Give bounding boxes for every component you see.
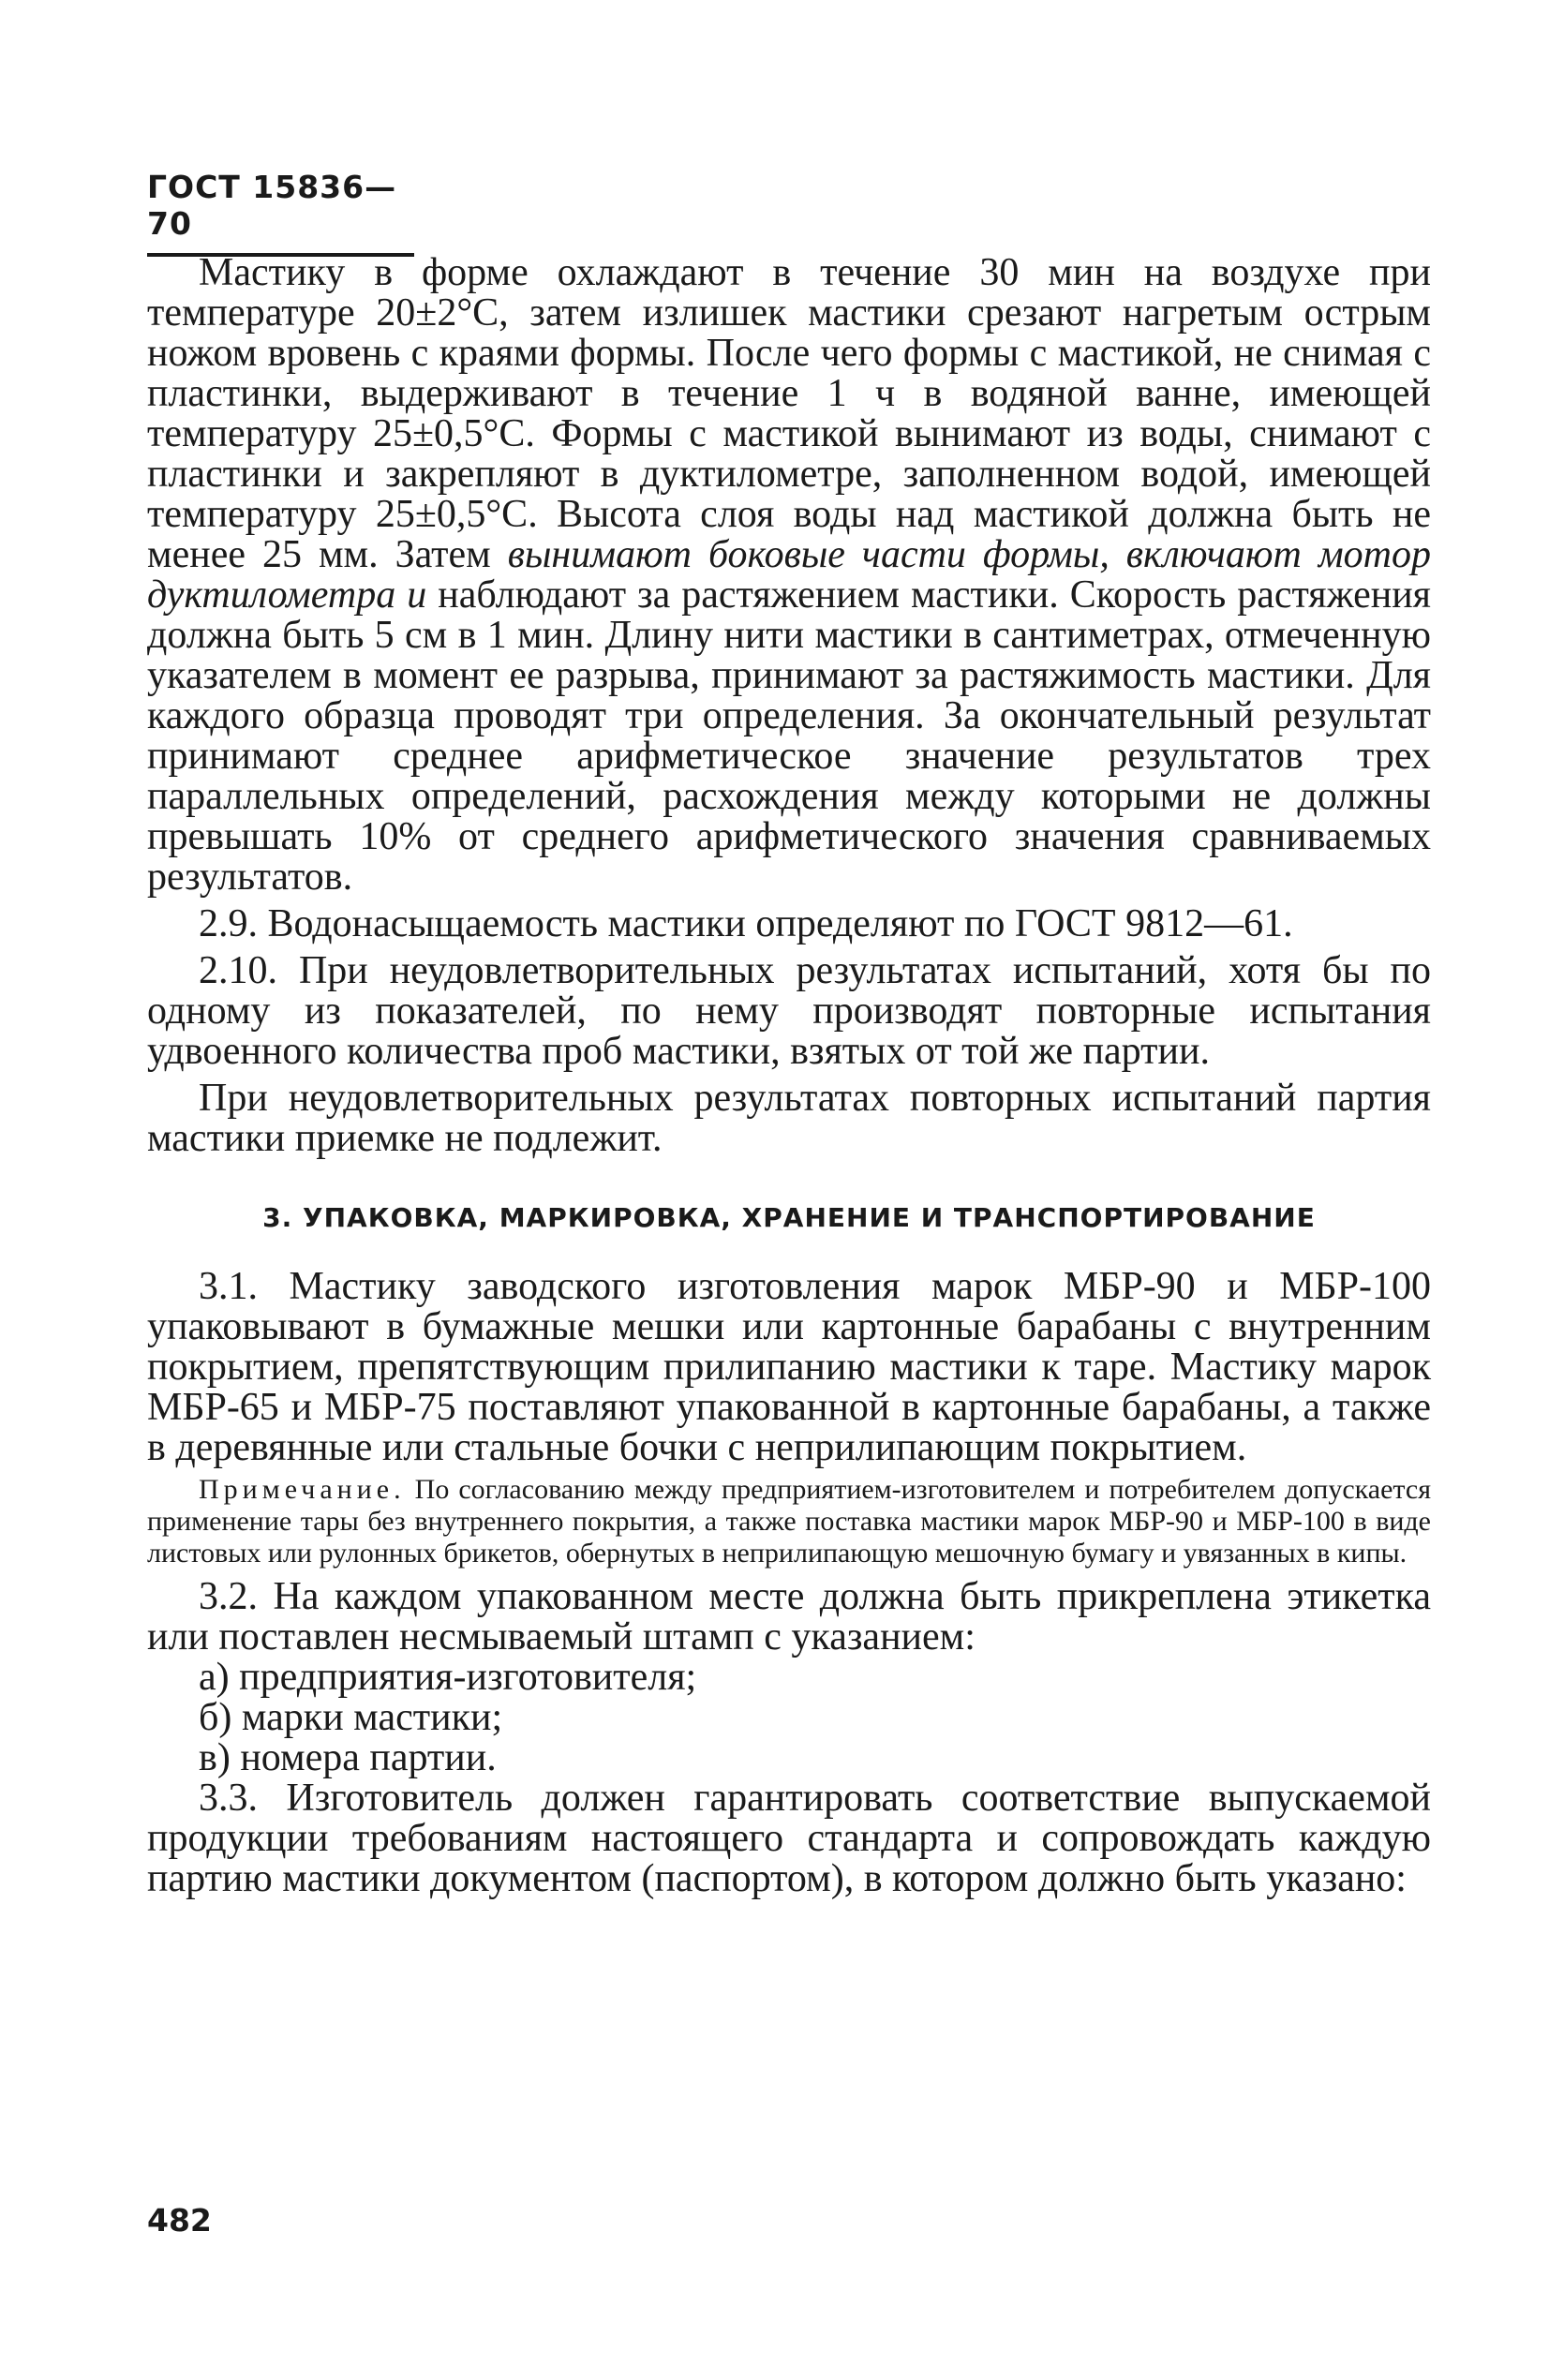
list-item-b: б) марки мастики;: [199, 1696, 503, 1739]
list-item-c: в) номера партии.: [199, 1736, 497, 1779]
note-label: Примечание.: [199, 1474, 406, 1505]
page-number: 482: [147, 2202, 212, 2239]
running-head: ГОСТ 15836—70: [147, 169, 414, 257]
paragraph-ductility-text-1: Мастику в форме охлаждают в течение 30 мин на воздухе при температуре 20±2°С, затем излишек мастики срезают нагретым острым ножом вровень с краями формы. После чего формы с мастикой, не снимая с пластинки, выдерживают в течение 1 ч в водяной ванне, имеющей температуру 25±0,5°С. Формы с мастикой вынимают из воды, снимают с пластинки и закрепляют в дуктилометре, заполненном водой, имеющей температуру 25±0,5°С. Высота слоя воды над мастикой должна быть не менее 25 мм. Затем: [147, 251, 1431, 576]
note-paragraph: [147, 1474, 1431, 1569]
paragraph-ductility-text-2: наблюдают за растяжением мастики. Скорость растяжения должна быть 5 см в 1 мин. Длину нити мастики в сантиметрах, отмеченную указателем в момент ее разрыва, принимают за растяжимость мастики. Для каждого образца проводят три определения. За окончательный результат принимают среднее арифметическое значение результатов трех параллельных определений, расхождения между которыми не должны превышать 10% от среднего арифметического значения сравниваемых результатов.: [147, 573, 1432, 899]
paragraph-ductility-italic: вынимают боковые части формы, включают мотор дуктилометра и: [147, 533, 1431, 617]
paragraph-3-2: 3.2. На каждом упакованном месте должна быть прикреплена этикетка или поставлен несмываемый штамп с указанием:: [147, 1575, 1431, 1659]
paragraph-ductility-test: [147, 253, 1431, 898]
paragraph-3-1: 3.1. Мастику заводского изготовления марок МБР-90 и МБР-100 упаковывают в бумажные мешки или картонные барабаны с внутренним покрытием, препятствующим прилипанию мастики к таре. Мастику марок МБР-65 и МБР-75 поставляют упакованной в картонные барабаны, а также в деревянные или стальные бочки с неприлипающим покрытием.: [147, 1265, 1431, 1469]
note-text: По согласованию между предприятием-изготовителем и потребителем допускается применение тары без внутреннего покрытия, а также поставка мастики марок МБР-90 и МБР-100 в виде листовых или рулонных брикетов, обернутых в неприлипающую мешочную бумагу и увязанных в кипы.: [147, 1474, 1431, 1569]
paragraph-2-10: 2.10. При неудовлетворительных результатах испытаний, хотя бы по одному из показателей, по нему производят повторные испытания удвоенного количества проб мастики, взятых от той же партии.: [147, 949, 1431, 1073]
section-3-heading: 3. УПАКОВКА, МАРКИРОВКА, ХРАНЕНИЕ И ТРАНСПОРТИРОВАНИЕ: [262, 1202, 1316, 1233]
paragraph-2-9: 2.9. Водонасыщаемость мастики определяют по ГОСТ 9812—61.: [199, 902, 1293, 945]
paragraph-2-10-retest: При неудовлетворительных результатах повторных испытаний партия мастики приемке не подлежит.: [147, 1077, 1431, 1160]
body-text: [147, 253, 1431, 1899]
document-page: [147, 169, 1431, 2305]
paragraph-3-3: 3.3. Изготовитель должен гарантировать соответствие выпускаемой продукции требованиям настоящего стандарта и сопровождать каждую партию мастики документом (паспортом), в котором должно быть указано:: [147, 1777, 1431, 1900]
list-item-a: а) предприятия-изготовителя;: [199, 1656, 697, 1699]
